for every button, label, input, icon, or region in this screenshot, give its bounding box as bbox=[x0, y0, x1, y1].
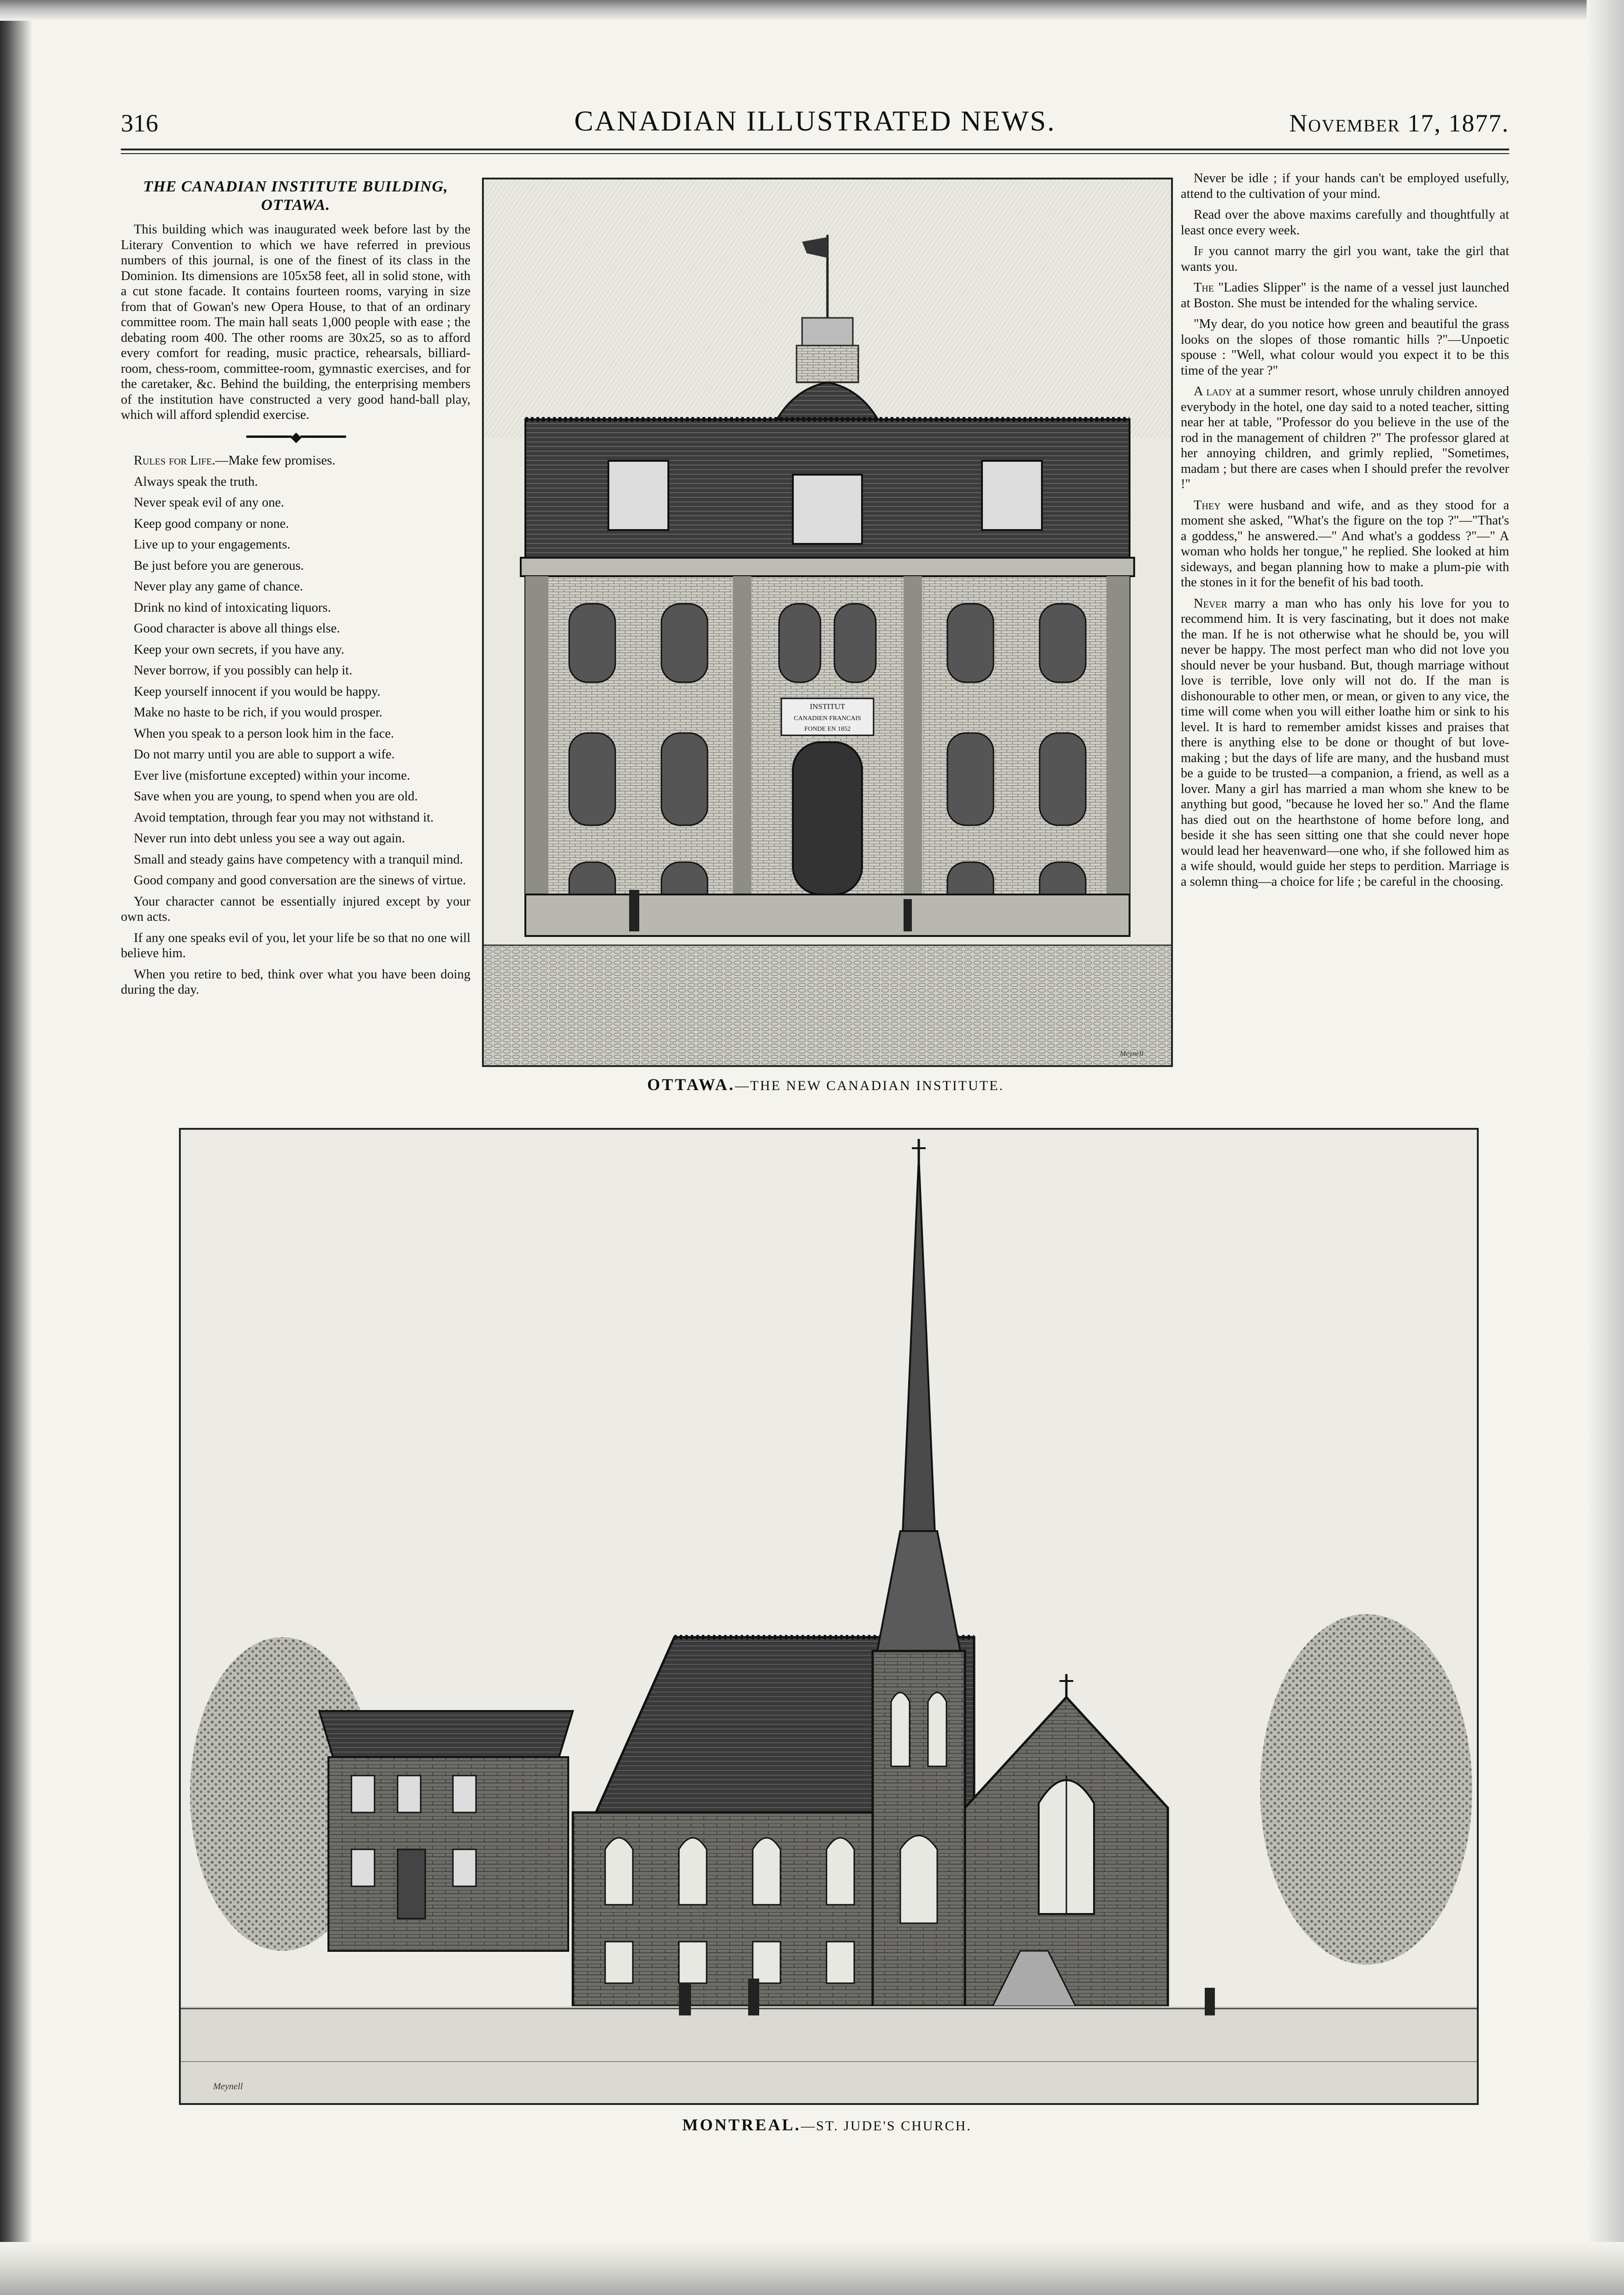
list-item: Small and steady gains have competency with a tranquil mind. bbox=[134, 852, 463, 867]
institute-sign-line-2: CANADIEN FRANCAIS bbox=[794, 715, 861, 722]
list-item: Make no haste to be rich, if you would prosper. bbox=[134, 705, 383, 720]
list-item: When you speak to a person look him in the face. bbox=[134, 726, 394, 741]
institute-caption-place: OTTAWA. bbox=[647, 1075, 735, 1094]
institute-building-illustration bbox=[484, 179, 1171, 1065]
pedestrian-figure bbox=[629, 890, 639, 931]
scan-shadow-bottom bbox=[0, 2242, 1624, 2295]
rules-first-line: Rules for Life.—Make few promises. bbox=[134, 453, 336, 468]
list-item: Never play any game of chance. bbox=[134, 579, 303, 594]
list-item: If any one speaks evil of you, let your life be so that no one will believe him. bbox=[121, 930, 470, 960]
list-item: Your character cannot be essentially injured except by your own acts. bbox=[121, 894, 470, 924]
church-caption-place: MONTREAL. bbox=[682, 2116, 801, 2134]
list-item: Good company and good conversation are the sinews of virtue. bbox=[134, 873, 466, 888]
list-item: Keep good company or none. bbox=[134, 516, 289, 531]
list-item: Do not marry until you are able to support a wife. bbox=[134, 747, 395, 762]
rules-short-list bbox=[121, 474, 470, 700]
list-item: Avoid temptation, through fear you may not withstand it. bbox=[134, 810, 434, 825]
pedestrian-figure bbox=[904, 899, 912, 931]
church-engraver-signature: Meynell bbox=[213, 2081, 243, 2092]
list-item: Keep yourself innocent if you would be happy. bbox=[134, 684, 381, 699]
issue-date: November 17, 1877. bbox=[1289, 109, 1509, 137]
institute-sign-line-1: INSTITUT bbox=[809, 702, 845, 711]
church-illustration bbox=[181, 1130, 1477, 2103]
institute-engraver-signature: Meynell bbox=[1119, 1050, 1143, 1058]
church-caption bbox=[179, 2115, 1475, 2134]
paragraph: A lady at a summer resort, whose unruly children annoyed everybody in the hotel, one day said to a noted teacher, sitting near her at table, "Professor do you believe in the use of the rod in the management of children ?" The professor glared at her annoying children, and grimly replied, "Sometimes, madam ; but there are cases when I should prefer the revolver !" bbox=[1181, 384, 1509, 491]
institute-caption-text: —THE NEW CANADIAN INSTITUTE. bbox=[735, 1078, 1004, 1093]
list-item: Never run into debt unless you see a way out again. bbox=[134, 831, 405, 846]
page-number: 316 bbox=[121, 109, 158, 137]
institute-caption bbox=[482, 1075, 1169, 1094]
paragraph: Never marry a man who has only his love for you to recommend him. It is very fascinating, but it does not make the man. If he is not otherwise what he should be, you will never be happy. The most perfect man who did not love you should never be your husband. But, though marriage without love is terrible, love only will not do. If the man is dishonourable to other men, or mean, or given to any vice, the time will come when you will either loathe him or sink to his level. It is hard to remember amidst kisses and praises that there is anything else to be done or thought of but love-making ; but the days of life are many, and the husband must be a guide to be trusted—a companion, a friend, as well as a lover. Many a girl has married a man whom she knew to be anything but good, "because he loved her so." And the flame has died out on the hearthstone of home before long, and beside it she has seen sitting one that she could never hope would lead her heavenward—one who, if she followed him as a wife should, would guide her steps to perdition. Marriage is a solemn thing—a choice for life ; be careful in the choosing. bbox=[1181, 596, 1509, 889]
rules-long-list bbox=[121, 705, 470, 998]
paragraph: If you cannot marry the girl you want, take the girl that wants you. bbox=[1181, 244, 1509, 274]
church-caption-text: —ST. JUDE'S CHURCH. bbox=[801, 2118, 972, 2134]
right-column bbox=[1181, 171, 1509, 895]
header-rule bbox=[121, 149, 1509, 150]
church-engraving bbox=[179, 1128, 1479, 2105]
section-ornament: ━━━━━━◆━━━━━━ bbox=[246, 429, 345, 445]
page-header bbox=[121, 105, 1509, 147]
list-item: Be just before you are generous. bbox=[134, 558, 304, 573]
paragraph: Read over the above maxims carefully and thoughtfully at least once every week. bbox=[1181, 208, 1509, 238]
pedestrian-figure bbox=[1205, 1988, 1215, 2015]
paragraph: "My dear, do you notice how green and beautiful the grass looks on the slopes of those romantic hills ?"—Unpoetic spouse : "Well, what colour would you expect it to be this time of the year ?" bbox=[1181, 317, 1509, 378]
header-rule-thin bbox=[121, 153, 1509, 154]
scan-shadow-top bbox=[0, 0, 1624, 21]
list-item: Never borrow, if you possibly can help it. bbox=[134, 663, 352, 678]
scan-shadow-left bbox=[0, 0, 32, 2295]
rules-heading: Rules for Life. bbox=[134, 453, 215, 468]
list-item: Always speak the truth. bbox=[134, 474, 258, 489]
institute-sign-line-3: FONDE EN 1852 bbox=[804, 726, 851, 733]
list-item: Save when you are young, to spend when you are old. bbox=[134, 789, 418, 804]
list-item: Ever live (misfortune excepted) within your income. bbox=[134, 768, 410, 783]
list-item: Drink no kind of intoxicating liquors. bbox=[134, 600, 331, 615]
pedestrian-figure bbox=[748, 1979, 759, 2015]
list-item: Keep your own secrets, if you have any. bbox=[134, 642, 345, 657]
paragraph: They were husband and wife, and as they stood for a moment she asked, "What's the figure on the top ?"—"That's a goddess," he answered.—" And what's a goddess ?"—" A woman who holds her tongue," he replied. She looked at him sideways, and began planning how to make a plum-pie with the stones in it for the benefit of his bad tooth. bbox=[1181, 498, 1509, 590]
masthead: CANADIAN ILLUSTRATED NEWS. bbox=[574, 106, 1056, 137]
list-item: Live up to your engagements. bbox=[134, 537, 291, 552]
list-item: Good character is above all things else. bbox=[134, 621, 340, 636]
institute-engraving bbox=[482, 178, 1173, 1067]
paragraph: The "Ladies Slipper" is the name of a vessel just launched at Boston. She must be intended for the whaling service. bbox=[1181, 280, 1509, 310]
paragraph: Never be idle ; if your hands can't be employed usefully, attend to the cultivation of your mind. bbox=[1181, 171, 1509, 201]
left-column bbox=[121, 178, 470, 1003]
article-title: THE CANADIAN INSTITUTE BUILDING, OTTAWA. bbox=[143, 178, 448, 214]
pedestrian-figure bbox=[679, 1983, 691, 2015]
scan-shadow-right bbox=[1587, 0, 1624, 2295]
list-item: When you retire to bed, think over what you have been doing during the day. bbox=[121, 967, 470, 997]
article-body: This building which was inaugurated week before last by the Literary Convention to which we have referred in previous numbers of this journal, is one of the finest of its class in the Dominion. Its dimensions are 105x58 feet, all in solid stone, with a cut stone facade. It contains fourteen rooms, varying in size from that of Gowan's new Opera House, to that of an ordinary committee room. The main hall seats 1,000 people with ease ; the debating room 400. The other rooms are 30x25, so as to afford every comfort for reading, music practice, rehearsals, billiard-room, chess-room, committee-room, gymnastic exercises, and for the caretaker, &c. Behind the building, the enterprising members of the institution have constructed a very good hand-ball play, which will afford splendid exercise. bbox=[121, 222, 470, 422]
list-item: Never speak evil of any one. bbox=[134, 495, 285, 510]
